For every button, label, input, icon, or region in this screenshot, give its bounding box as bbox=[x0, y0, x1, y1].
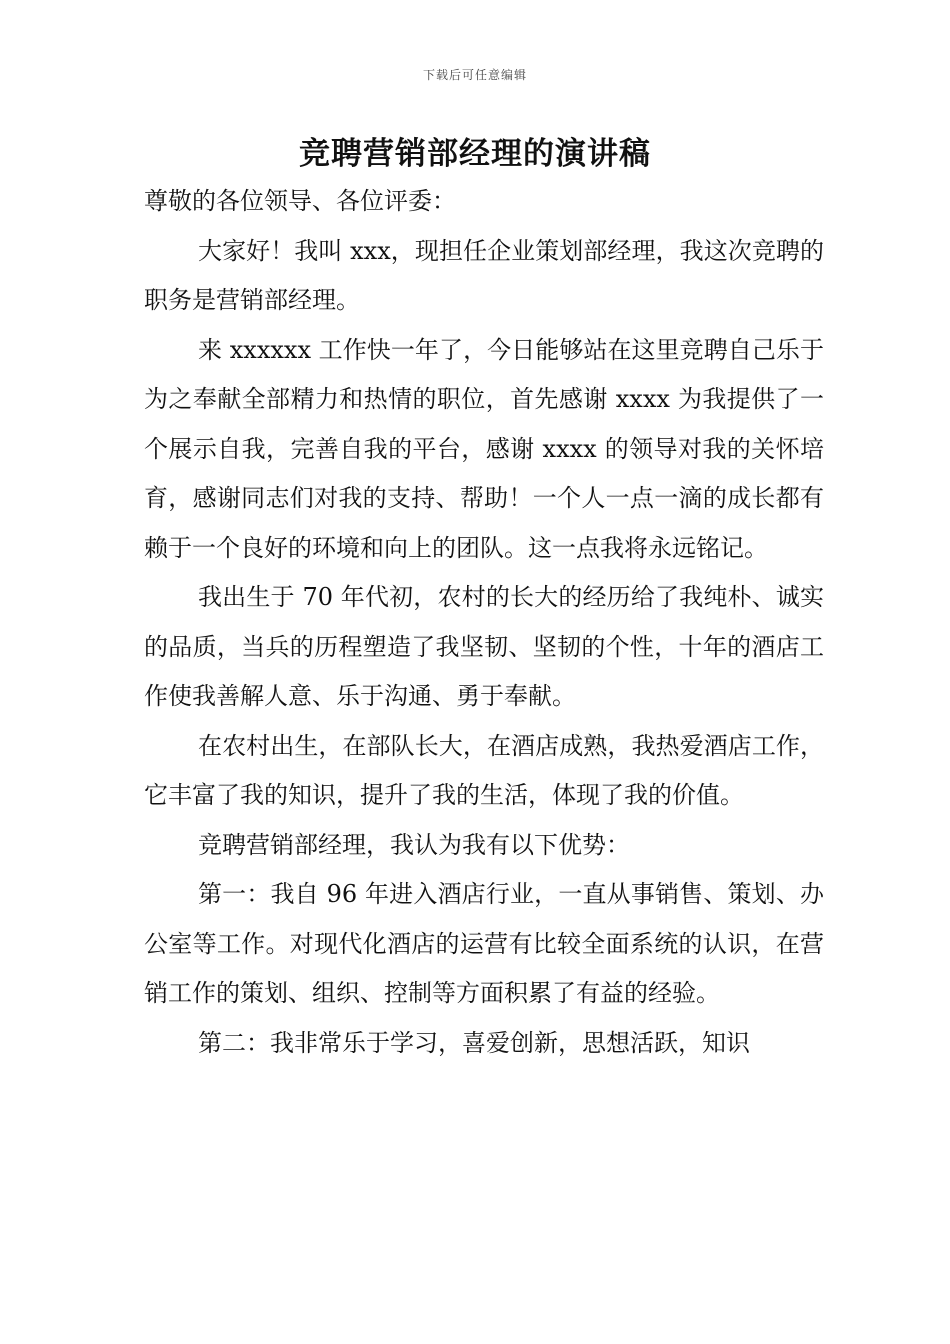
paragraph-growth: 在农村出生，在部队长大，在酒店成熟，我热爱酒店工作，它丰富了我的知识，提升了我的生活，体现了我的价值。 bbox=[144, 731, 824, 809]
paragraph-advantage-1: 第一：我自 96 年进入酒店行业，一直从事销售、策划、办公室等工作。对现代化酒店的运营有比较全面系统的认识，在营销工作的策划、组织、控制等方面积累了有益的经验。 bbox=[144, 880, 824, 1007]
paragraph-greeting: 大家好！我叫 xxx，现担任企业策划部经理，我这次竞聘的职务是营销部经理。 bbox=[144, 236, 824, 314]
document-title: 竞聘营销部经理的演讲稿 bbox=[299, 136, 651, 172]
paragraph-advantage-2: 第二：我非常乐于学习，喜爱创新，思想活跃，知识 bbox=[198, 1028, 750, 1057]
paragraph-advantages-intro: 竞聘营销部经理，我认为我有以下优势： bbox=[198, 830, 630, 859]
paragraph-thanks: 来 xxxxxx 工作快一年了，今日能够站在这里竞聘自己乐于为之奉献全部精力和热情的职位，首先感谢 xxxx 为我提供了一个展示自我，完善自我的平台，感谢 xxxx 的领导对我的关怀培育，感谢同志们对我的支持、帮助！一个人一点一滴的成长都有赖于一个良好的环境和向上的团队。这一点我将永远铭记。 bbox=[144, 335, 824, 562]
document-body bbox=[144, 177, 824, 1068]
salutation: 尊敬的各位领导、各位评委： bbox=[144, 187, 456, 215]
paragraph-background: 我出生于 70 年代初，农村的长大的经历给了我纯朴、诚实的品质，当兵的历程塑造了我坚韧、坚韧的个性，十年的酒店工作使我善解人意、乐于沟通、勇于奉献。 bbox=[144, 583, 824, 710]
header-note: 下载后可任意编辑 bbox=[422, 68, 527, 82]
